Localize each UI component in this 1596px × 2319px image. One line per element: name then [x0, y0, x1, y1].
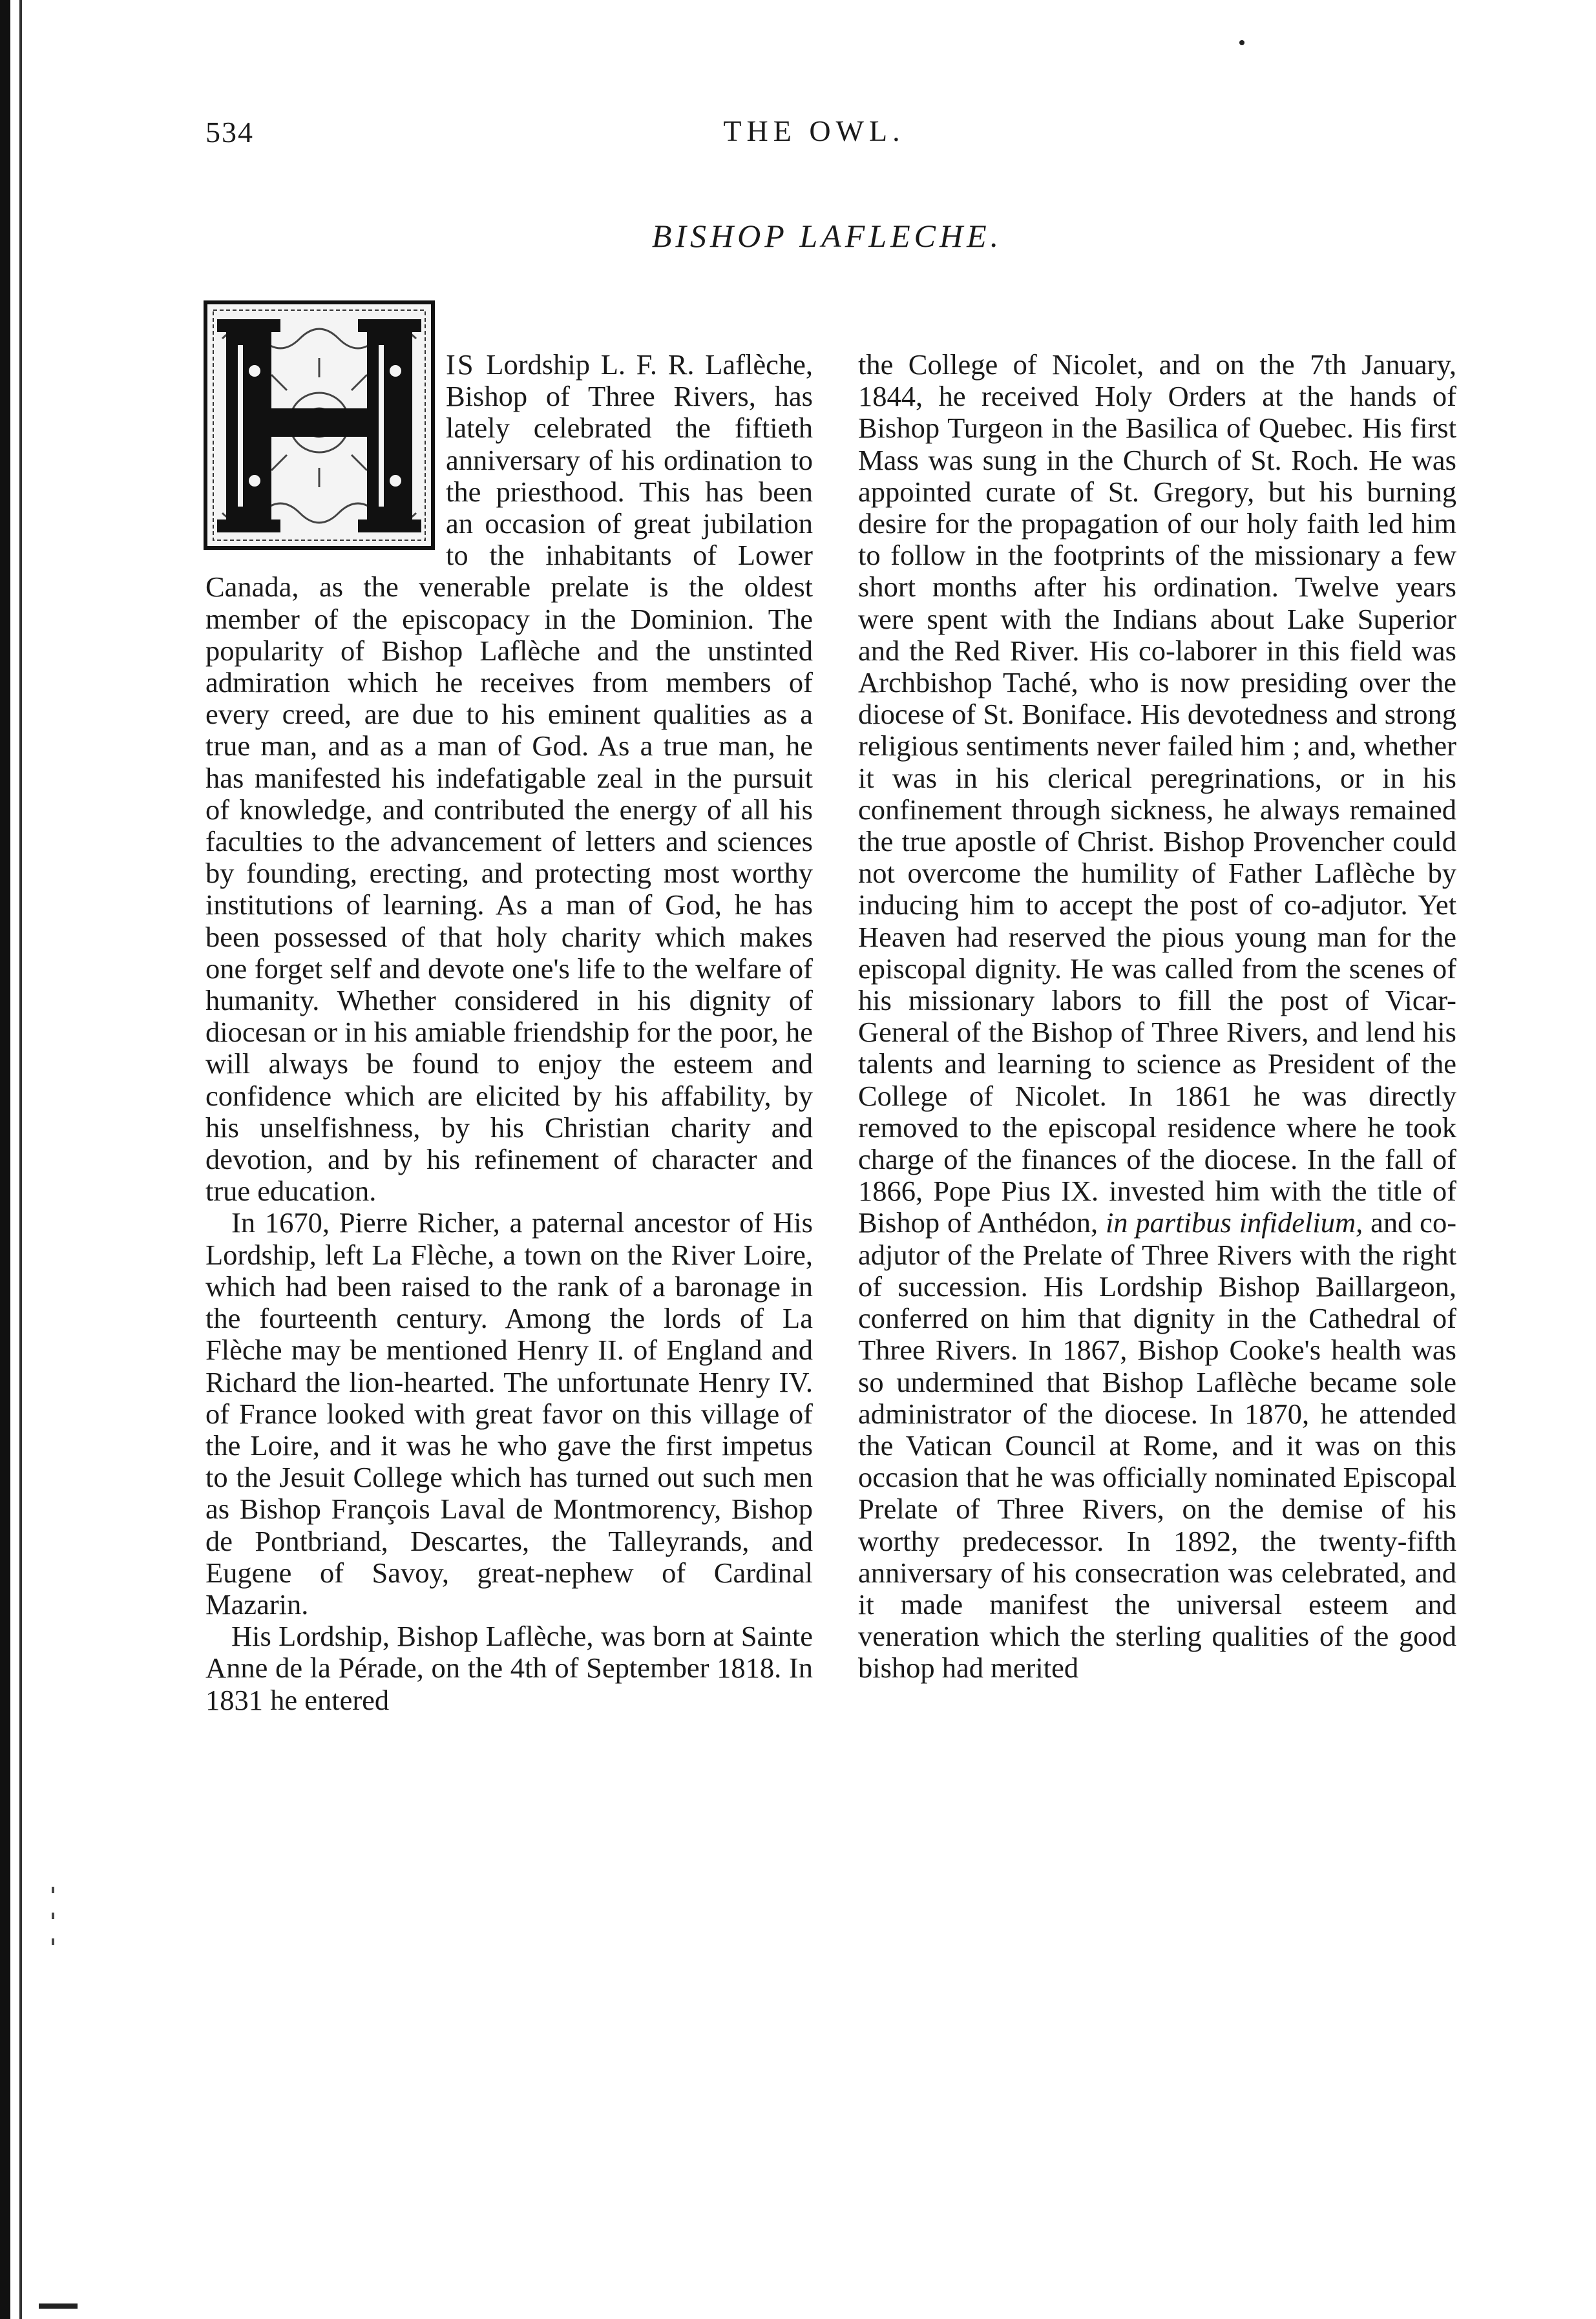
paragraph: In 1670, Pierre Richer, a paternal ancestor of His Lordship, left La Flèche, a town on the River Loire, which had been raised to the rank of a baronage in the fourteenth century. Among the lords of La Flèche may be mentioned Henry II. of England and Richard the lion-hearted. The unfortunate Henry IV. of France looked with great favor on this village of the Loire, and it was he who gave the first impetus to the Jesuit College which has turned out such men as Bishop François Laval de Montmorency, Bishop de Pontbriand, Descartes, the Talleyrands, and Eugene of Savoy, great-nephew of Cardinal Mazarin.	[205, 1206, 813, 1621]
paragraph: IS Lordship L. F. R. Laflèche, Bishop of Three Rivers, has lately celebrated the fiftieth anniversary of his ordination to the priesthood. This has been an occasion of great jubilation to the inhabitants of Lower Canada, as the venerable prelate is the oldest member of the episcopacy in the Dominion. The popularity of Bishop Laflèche and the unstinted admiration which he receives from members of every creed, are due to his eminent qualities as a true man, and as a man of God. As a true man, he has manifested his indefatigable zeal in the pursuit of knowledge, and contributed the energy of all his faculties to the advancement of letters and sciences by founding, erecting, and protecting most worthy institutions of learning. As a man of God, he has been possessed of that holy charity which makes one forget self and devote one's life to the welfare of humanity. Whether considered in his dignity of diocesan or in his amiable friendship for the poor, he will always be found to enjoy the esteem and confidence which are elicited by his affability, by his unselfishness, by his Christian charity and devotion, and by his refinement of character and true education.	[205, 349, 813, 1207]
page-binding-edge	[0, 0, 10, 2319]
article-title: BISHOP LAFLECHE.	[651, 218, 1003, 254]
ornamental-initial-h-icon	[203, 300, 436, 551]
ink-speck	[1239, 40, 1244, 45]
margin-marks	[50, 1887, 57, 1990]
paragraph: the College of Nicolet, and on the 7th January, 1844, he received Holy Orders at the hands of Bishop Turgeon in the Basilica of Quebec. His first Mass was sung in the Church of St. Roch. He was appointed curate of St. Gregory, but his burning desire for the propagation of our holy faith led him to follow in the footprints of the missionary a few short months after his ordination. Twelve years were spent with the Indians about Lake Superior and the Red River. His co-laborer in this field was Archbishop Taché, who is now presiding over the diocese of St. Boniface. His devotedness and strong religious sentiments never failed him ; and, whether it was in his clerical peregrinations, or in his confinement through sickness, he always remained the true apostle of Christ. Bishop Provencher could not overcome the humility of Father Laflèche by inducing him to accept the post of co-adjutor. Yet Heaven had reserved the pious young man for the episcopal dignity. He was called from the scenes of his missionary labors to fill the post of Vicar-General of the Bishop of Three Rivers, and lend his talents and learning to science as President of the College of Nicolet. In 1861 he was directly removed to the episcopal residence where he took charge of the finances of the diocese. In the fall of 1866, Pope Pius IX. invested him with the title of Bishop of Anthédon, in partibus infidelium, and co-adjutor of the Prelate of Three Rivers with the right of succession. His Lordship Bishop Baillargeon, conferred on him that dignity in the Cathedral of Three Rivers. In 1867, Bishop Cooke's health was so undermined that Bishop Laflèche became sole administrator of the diocese. In 1870, he attended the Vatican Council at Rome, and it was on this occasion that he was officially nominated Episcopal Prelate of Three Rivers, on the demise of his worthy predecessor. In 1892, the twenty-fifth anniversary of his consecration was celebrated, and it made manifest the universal esteem and veneration which the sterling qualities of the good bishop had merited	[858, 348, 1457, 1684]
running-head: THE OWL.	[723, 114, 905, 147]
right-column	[858, 349, 1456, 1684]
left-column	[205, 349, 813, 1716]
page-corner-mark	[39, 2303, 78, 2309]
latin-phrase: in partibus infidelium,	[1105, 1206, 1363, 1239]
paragraph: His Lordship, Bishop Laflèche, was born at Sainte Anne de la Pérade, on the 4th of September 1818. In 1831 he entered	[205, 1620, 813, 1716]
page-number: 534	[205, 116, 254, 149]
page-binding-line	[19, 0, 22, 2319]
